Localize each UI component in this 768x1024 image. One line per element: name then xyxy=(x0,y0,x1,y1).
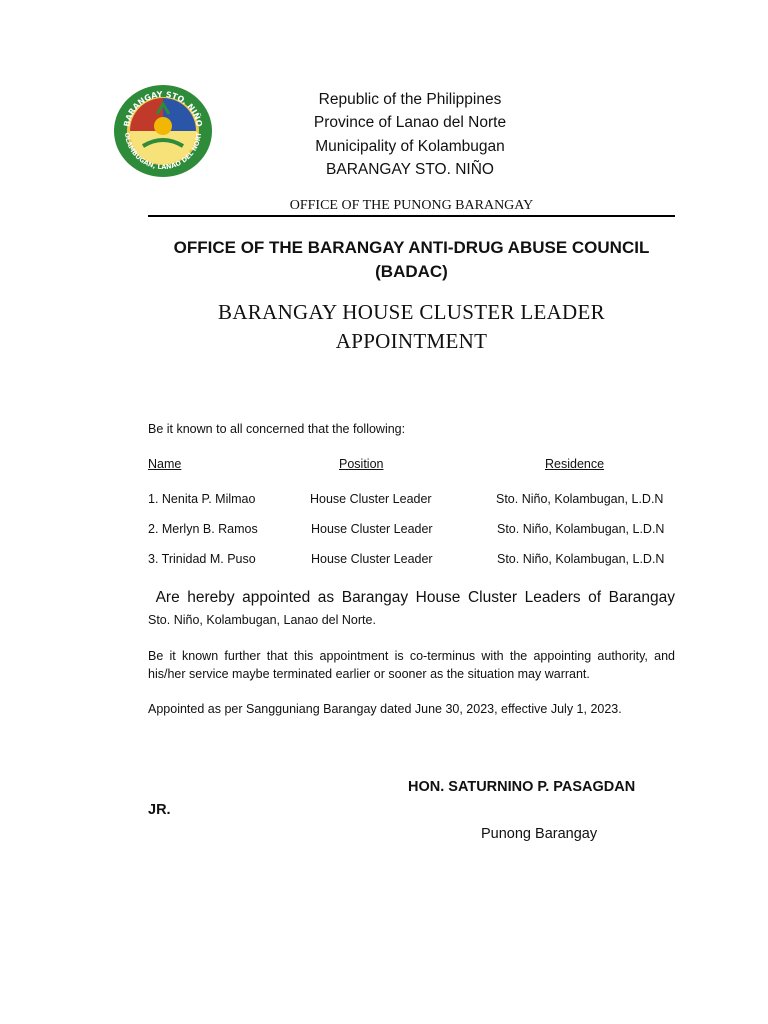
coterminus-paragraph: Be it known further that this appointment is co-terminus with the appointing authority, and his/her service maybe terminated earlier or sooner as the situation may warrant. xyxy=(148,649,675,681)
letterhead-barangay: BARANGAY STO. NIÑO xyxy=(326,160,494,178)
table-row-1-residence: Sto. Niño, Kolambugan, L.D.N xyxy=(496,492,664,506)
table-row-2-residence: Sto. Niño, Kolambugan, L.D.N xyxy=(497,522,665,536)
column-header-name: Name xyxy=(148,457,182,471)
document-title-line1: BARANGAY HOUSE CLUSTER LEADER xyxy=(218,300,605,324)
table-row-1-position: House Cluster Leader xyxy=(310,492,432,506)
document-title-line2: APPOINTMENT xyxy=(335,329,488,353)
council-heading-line1: OFFICE OF THE BARANGAY ANTI-DRUG ABUSE COUNCIL xyxy=(173,238,650,257)
appointed-as-per-paragraph: Appointed as per Sangguniang Barangay dated June 30, 2023, effective July 1, 2023. xyxy=(148,702,622,716)
appointment-statement-line2: Sto. Niño, Kolambugan, Lanao del Norte. xyxy=(148,613,376,627)
signatory-name-line2: JR. xyxy=(148,802,171,818)
letterhead-province: Province of Lanao del Norte xyxy=(313,114,507,132)
seal-text-bottom: OLAMBUGAN, LANAO DEL NORT xyxy=(122,131,204,172)
office-punong-barangay: OFFICE OF THE PUNONG BARANGAY xyxy=(289,198,534,213)
header-divider xyxy=(148,215,675,217)
table-row-3-position: House Cluster Leader xyxy=(311,552,433,566)
seal-text-top: BARANGAY STO. NIÑO xyxy=(122,89,204,128)
table-row-3-name: 3. Trinidad M. Puso xyxy=(148,552,256,566)
column-header-position: Position xyxy=(339,457,384,471)
signatory-name-line1: HON. SATURNINO P. PASAGDAN xyxy=(408,779,636,795)
table-row-1-name: 1. Nenita P. Milmao xyxy=(148,492,256,506)
letterhead xyxy=(260,88,560,181)
intro-text: Be it known to all concerned that the following: xyxy=(148,422,406,436)
column-header-residence: Residence xyxy=(545,457,605,471)
appointment-statement-text: Are hereby appointed as Barangay House Cluster Leaders of Barangay xyxy=(155,589,676,606)
letterhead-municipality: Municipality of Kolambugan xyxy=(315,137,505,155)
council-heading xyxy=(148,236,675,284)
table-row-2-position: House Cluster Leader xyxy=(311,522,433,536)
council-heading-line2: (BADAC) xyxy=(375,262,448,281)
letterhead-republic: Republic of the Philippines xyxy=(318,91,502,108)
seal-graphic xyxy=(113,84,213,178)
seal-sun-icon xyxy=(154,117,172,135)
table-row-2-name: 2. Merlyn B. Ramos xyxy=(148,522,258,536)
document-title xyxy=(180,298,643,356)
barangay-seal xyxy=(113,84,213,178)
table-row-3-residence: Sto. Niño, Kolambugan, L.D.N xyxy=(497,552,665,566)
signatory-title: Punong Barangay xyxy=(481,826,598,842)
appointment-statement-line1 xyxy=(148,589,675,607)
